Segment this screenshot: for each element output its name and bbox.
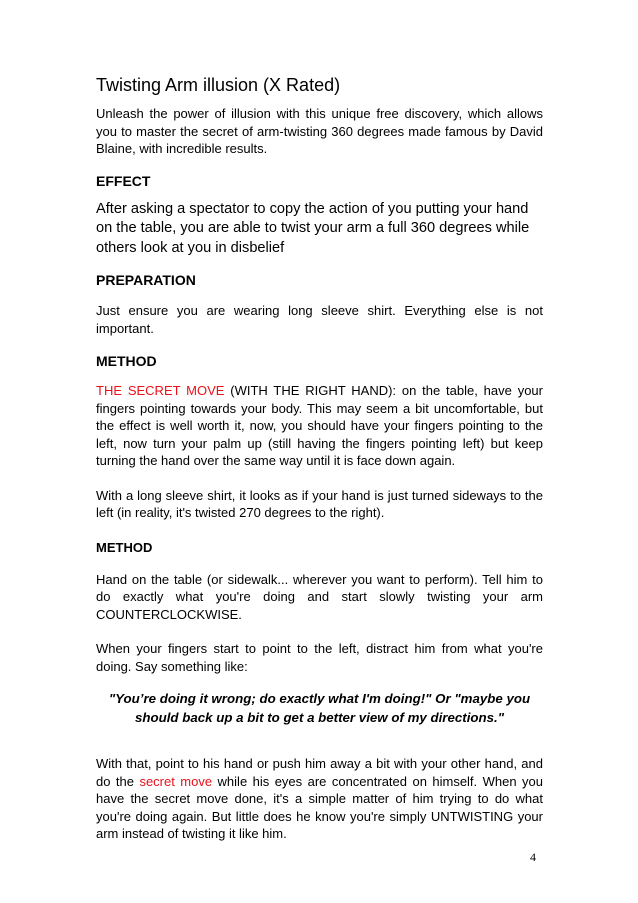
quote-block [96,689,543,727]
method-heading: METHOD [96,353,157,369]
final-paragraph [96,755,543,843]
secret-move-inline: secret move [139,773,213,789]
secret-move-label: THE SECRET MOVE [96,383,225,398]
effect-heading: EFFECT [96,172,151,189]
final-text-start: With that, point to his hand or push him away a bit with your other hand, and do the [96,756,543,789]
quote-line-1: "You’re doing it wrong; do exactly what I'm doing!" Or "maybe you [108,691,531,706]
method-heading-second: METHOD [96,539,153,555]
final-text-end: while his eyes are concentrated on himself. When you have the secret move done, it's a simple matter of him trying to do what you're doing again. But little does he know you're simply UNTWISTING your arm instead of twisting it like him. [96,773,543,841]
method-paragraph: Hand on the table (or sidewalk... wherever you want to perform). Tell him to do exactly what you're doing and start slowly twisting your arm COUNTERCLOCKWISE. [96,571,543,622]
secret-move-text: (WITH THE RIGHT HAND): on the table, have your fingers pointing towards your body. This may seem a bit uncomfortable, but the effect is well worth it, now, you should have your fingers pointing to the left, now turn your palm up (still having the fingers pointing left) but keep turning the hand over the same way until it is face down again. [96,383,543,468]
preparation-heading: PREPARATION [96,272,196,288]
distract-paragraph: When your fingers start to point to the left, distract him from what you're doing. Say something like: [96,641,543,674]
page-content [96,74,543,843]
quote-line-2: should back up a bit to get a better view of my directions." [134,710,505,725]
secret-move-paragraph [96,382,543,470]
long-sleeve-paragraph: With a long sleeve shirt, it looks as if your hand is just turned sideways to the left (in reality, it's twisted 270 degrees to the right). [96,487,543,520]
page-title: Twisting Arm illusion (X Rated) [96,75,341,95]
preparation-paragraph: Just ensure you are wearing long sleeve shirt. Everything else is not important. [96,303,543,336]
effect-paragraph: After asking a spectator to copy the action of you putting your hand on the table, you are able to twist your arm a full 360 degrees while others look at you in disbelief [96,200,530,256]
intro-paragraph: Unleash the power of illusion with this unique free discovery, which allows you to master the secret of arm-twisting 360 degrees made famous by David Blaine, with incredible results. [96,106,543,156]
page-number: 4 [530,850,536,864]
